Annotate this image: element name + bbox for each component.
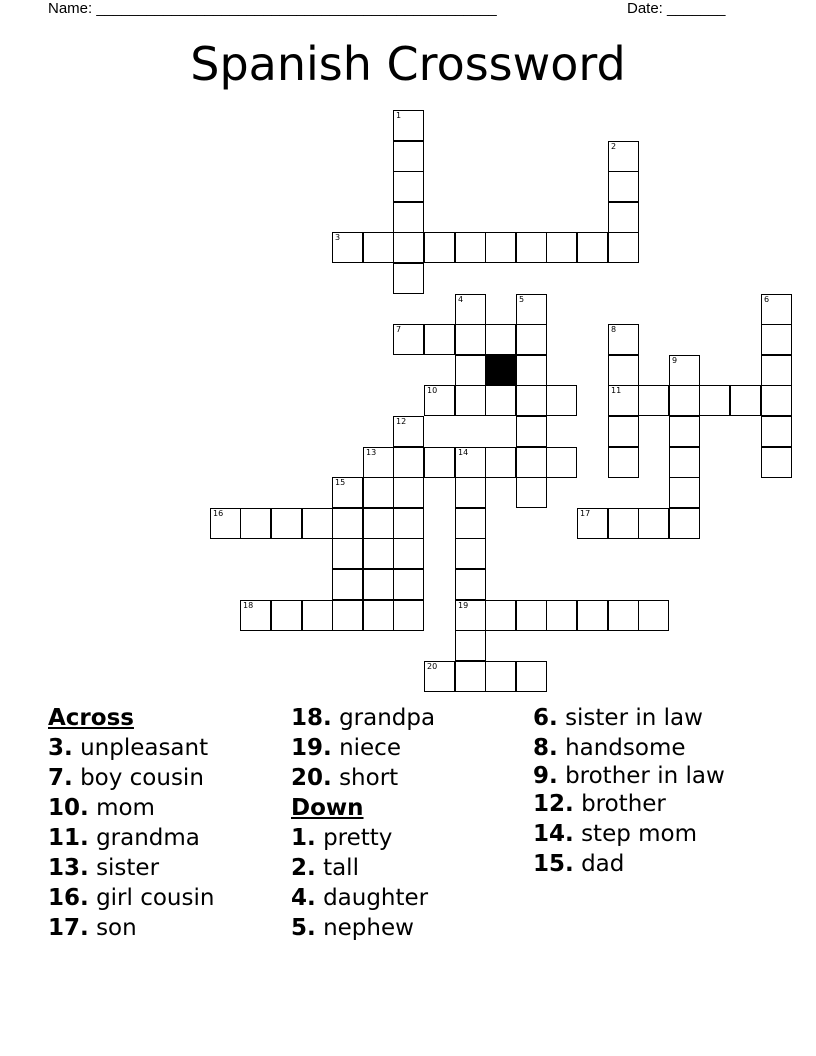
clue-text: pretty — [323, 825, 393, 851]
clue-across-10 — [48, 793, 283, 823]
clue-column-1 — [48, 703, 283, 943]
grid-cell[interactable] — [608, 202, 639, 233]
clue-down-4 — [291, 883, 526, 913]
grid-cell[interactable] — [393, 477, 424, 508]
grid-cell[interactable] — [485, 324, 516, 355]
grid-cell[interactable] — [516, 661, 547, 692]
grid-cell[interactable] — [393, 141, 424, 172]
grid-cell[interactable] — [240, 600, 271, 631]
clue-number: 10. — [48, 795, 89, 821]
grid-cell[interactable] — [393, 416, 424, 447]
grid-cell[interactable] — [608, 600, 639, 631]
clue-number: 2. — [291, 855, 316, 881]
grid-cell[interactable] — [363, 538, 394, 569]
clue-number: 17. — [48, 915, 89, 941]
clue-number: 20. — [291, 765, 332, 791]
grid-cell[interactable] — [455, 324, 486, 355]
clue-number-label: 14 — [458, 448, 469, 457]
clue-number: 8. — [533, 735, 558, 761]
across-heading: Across — [48, 705, 134, 731]
clue-number: 15. — [533, 851, 574, 877]
clue-text: brother in law — [565, 763, 725, 789]
grid-cell[interactable] — [424, 447, 455, 478]
grid-cell[interactable] — [210, 508, 241, 539]
grid-cell[interactable] — [761, 355, 792, 386]
clue-number-label: 17 — [580, 509, 591, 518]
clue-number-label: 9 — [672, 356, 678, 365]
grid-cell[interactable] — [332, 232, 363, 263]
clue-text: sister in law — [565, 705, 703, 731]
clue-number: 5. — [291, 915, 316, 941]
date-field-label: Date: _______ — [627, 0, 726, 17]
grid-cell[interactable] — [455, 508, 486, 539]
grid-cell[interactable] — [455, 477, 486, 508]
clue-number-label: 16 — [213, 509, 224, 518]
grid-cell[interactable] — [455, 538, 486, 569]
grid-cell[interactable] — [393, 447, 424, 478]
grid-cell[interactable] — [455, 294, 486, 325]
clue-down-6 — [533, 703, 773, 733]
clue-text: handsome — [565, 735, 686, 761]
clue-text: mom — [96, 795, 155, 821]
clue-text: son — [96, 915, 137, 941]
clue-down-5 — [291, 913, 526, 943]
grid-cell[interactable] — [516, 385, 547, 416]
grid-cell[interactable] — [393, 202, 424, 233]
grid-cell[interactable] — [424, 385, 455, 416]
grid-cell[interactable] — [271, 508, 302, 539]
clue-number-label: 7 — [396, 325, 402, 334]
clue-column-2 — [291, 703, 526, 943]
clue-text: nephew — [323, 915, 414, 941]
clue-across-17 — [48, 913, 283, 943]
clue-number-label: 13 — [366, 448, 377, 457]
clue-down-12 — [533, 789, 773, 819]
clue-column-3 — [533, 703, 773, 879]
clue-across-3 — [48, 733, 283, 763]
clue-across-11 — [48, 823, 283, 853]
grid-cell[interactable] — [761, 447, 792, 478]
grid-cell[interactable] — [516, 477, 547, 508]
grid-cell[interactable] — [730, 385, 761, 416]
clue-text: boy cousin — [80, 765, 204, 791]
grid-cell[interactable] — [455, 600, 486, 631]
grid-cell[interactable] — [393, 263, 424, 294]
grid-cell[interactable] — [424, 661, 455, 692]
grid-cell[interactable] — [546, 232, 577, 263]
grid-cell[interactable] — [455, 232, 486, 263]
grid-cell[interactable] — [669, 508, 700, 539]
grid-cell[interactable] — [455, 447, 486, 478]
grid-cell[interactable] — [608, 508, 639, 539]
grid-cell[interactable] — [485, 661, 516, 692]
grid-cell[interactable] — [485, 232, 516, 263]
grid-cell[interactable] — [546, 447, 577, 478]
clue-number-label: 2 — [611, 142, 617, 151]
grid-cell[interactable] — [485, 447, 516, 478]
black-square — [485, 355, 516, 386]
grid-cell[interactable] — [516, 294, 547, 325]
grid-cell[interactable] — [669, 416, 700, 447]
clue-text: niece — [339, 735, 401, 761]
grid-cell[interactable] — [608, 416, 639, 447]
clue-text: grandma — [96, 825, 200, 851]
clue-number-label: 15 — [335, 478, 346, 487]
clue-text: unpleasant — [80, 735, 209, 761]
grid-cell[interactable] — [393, 508, 424, 539]
grid-cell[interactable] — [393, 569, 424, 600]
grid-cell[interactable] — [761, 385, 792, 416]
grid-cell[interactable] — [699, 385, 730, 416]
clue-down-1 — [291, 823, 526, 853]
clue-number: 7. — [48, 765, 73, 791]
grid-cell[interactable] — [302, 600, 333, 631]
clue-number-label: 11 — [611, 386, 622, 395]
grid-cell[interactable] — [302, 508, 333, 539]
clue-number: 12. — [533, 791, 574, 817]
clue-number: 9. — [533, 763, 558, 789]
clue-text: daughter — [323, 885, 429, 911]
clue-number: 6. — [533, 705, 558, 731]
grid-cell[interactable] — [577, 232, 608, 263]
clue-across-19 — [291, 733, 526, 763]
grid-cell[interactable] — [240, 508, 271, 539]
grid-cell[interactable] — [393, 232, 424, 263]
clue-number: 3. — [48, 735, 73, 761]
grid-cell[interactable] — [363, 508, 394, 539]
grid-cell[interactable] — [332, 508, 363, 539]
grid-cell[interactable] — [393, 324, 424, 355]
clue-number-label: 10 — [427, 386, 438, 395]
clue-number: 16. — [48, 885, 89, 911]
clue-number: 4. — [291, 885, 316, 911]
grid-cell[interactable] — [363, 447, 394, 478]
clue-across-13 — [48, 853, 283, 883]
grid-cell[interactable] — [608, 324, 639, 355]
grid-cell[interactable] — [455, 630, 486, 661]
clue-number-label: 12 — [396, 417, 407, 426]
grid-cell[interactable] — [608, 232, 639, 263]
clue-across-16 — [48, 883, 283, 913]
grid-cell[interactable] — [669, 355, 700, 386]
clue-number-label: 6 — [764, 295, 770, 304]
grid-cell[interactable] — [516, 600, 547, 631]
clue-down-9 — [533, 763, 773, 789]
grid-cell[interactable] — [608, 141, 639, 172]
grid-cell[interactable] — [393, 538, 424, 569]
clue-number-label: 5 — [519, 295, 525, 304]
clue-text: girl cousin — [96, 885, 215, 911]
clue-number-label: 18 — [243, 601, 254, 610]
clue-number: 19. — [291, 735, 332, 761]
clue-number-label: 8 — [611, 325, 617, 334]
clue-number: 13. — [48, 855, 89, 881]
grid-cell[interactable] — [271, 600, 302, 631]
grid-cell[interactable] — [363, 477, 394, 508]
grid-cell[interactable] — [393, 171, 424, 202]
grid-cell[interactable] — [455, 569, 486, 600]
clue-across-7 — [48, 763, 283, 793]
grid-cell[interactable] — [577, 508, 608, 539]
down-heading: Down — [291, 795, 364, 821]
clue-text: tall — [323, 855, 359, 881]
grid-cell[interactable] — [546, 385, 577, 416]
grid-cell[interactable] — [608, 355, 639, 386]
grid-cell[interactable] — [669, 385, 700, 416]
grid-cell[interactable] — [363, 600, 394, 631]
grid-cell[interactable] — [393, 110, 424, 141]
grid-cell[interactable] — [485, 600, 516, 631]
grid-cell[interactable] — [455, 355, 486, 386]
grid-cell[interactable] — [761, 416, 792, 447]
clue-number: 1. — [291, 825, 316, 851]
clue-text: short — [339, 765, 399, 791]
grid-cell[interactable] — [577, 600, 608, 631]
clue-across-18 — [291, 703, 526, 733]
grid-cell[interactable] — [455, 385, 486, 416]
clue-number-label: 3 — [335, 233, 341, 242]
clue-number: 18. — [291, 705, 332, 731]
clue-number-label: 19 — [458, 601, 469, 610]
grid-cell[interactable] — [332, 477, 363, 508]
grid-cell[interactable] — [393, 600, 424, 631]
grid-cell[interactable] — [363, 569, 394, 600]
clue-down-8 — [533, 733, 773, 763]
grid-cell[interactable] — [638, 385, 669, 416]
grid-cell[interactable] — [761, 294, 792, 325]
page-title: Spanish Crossword — [190, 37, 626, 91]
grid-cell[interactable] — [516, 416, 547, 447]
grid-cell[interactable] — [638, 508, 669, 539]
grid-cell[interactable] — [485, 385, 516, 416]
clue-text: grandpa — [339, 705, 436, 731]
grid-cell[interactable] — [669, 447, 700, 478]
grid-cell[interactable] — [638, 600, 669, 631]
grid-cell[interactable] — [332, 538, 363, 569]
clue-text: step mom — [581, 821, 698, 847]
grid-cell[interactable] — [761, 324, 792, 355]
grid-cell[interactable] — [546, 600, 577, 631]
grid-cell[interactable] — [455, 661, 486, 692]
grid-cell[interactable] — [424, 324, 455, 355]
grid-cell[interactable] — [363, 232, 394, 263]
grid-cell[interactable] — [332, 569, 363, 600]
grid-cell[interactable] — [516, 355, 547, 386]
clue-text: sister — [96, 855, 160, 881]
grid-cell[interactable] — [516, 324, 547, 355]
clue-number-label: 20 — [427, 662, 438, 671]
grid-cell[interactable] — [608, 171, 639, 202]
clue-down-15 — [533, 849, 773, 879]
clue-down-14 — [533, 819, 773, 849]
grid-cell[interactable] — [424, 232, 455, 263]
clue-text: dad — [581, 851, 625, 877]
clue-down-2 — [291, 853, 526, 883]
grid-cell[interactable] — [669, 477, 700, 508]
grid-cell[interactable] — [332, 600, 363, 631]
clue-number: 14. — [533, 821, 574, 847]
clue-number-label: 1 — [396, 111, 402, 120]
clue-number-label: 4 — [458, 295, 464, 304]
clue-number: 11. — [48, 825, 89, 851]
grid-cell[interactable] — [608, 385, 639, 416]
clue-text: brother — [581, 791, 666, 817]
grid-cell[interactable] — [608, 447, 639, 478]
clue-across-20 — [291, 763, 526, 793]
grid-cell[interactable] — [516, 447, 547, 478]
name-field-label: Name: ________________________________________________ — [48, 0, 497, 17]
grid-cell[interactable] — [516, 232, 547, 263]
